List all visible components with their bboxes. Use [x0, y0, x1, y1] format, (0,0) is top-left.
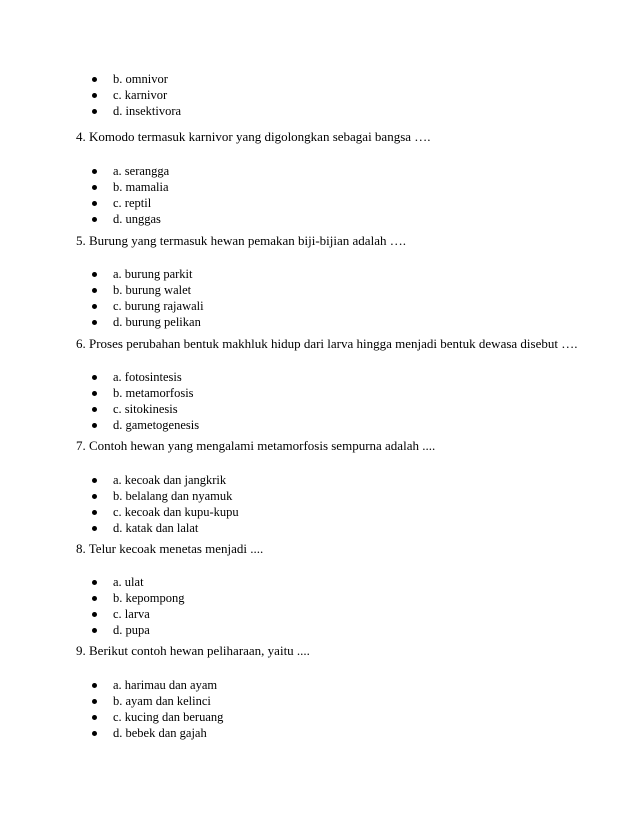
bullet-icon	[92, 288, 97, 293]
option-text: c. sitokinesis	[113, 402, 178, 416]
question-9: 9. Berikut contoh hewan peliharaan, yaitu ....	[76, 643, 310, 658]
option-text: d. gametogenesis	[113, 418, 200, 432]
option-text: d. katak dan lalat	[113, 521, 199, 535]
option-text: d. unggas	[113, 212, 161, 226]
option-item	[0, 195, 169, 211]
option-text: a. kecoak dan jangkrik	[113, 473, 227, 487]
bullet-icon	[92, 683, 97, 688]
option-item	[0, 401, 199, 417]
option-text: b. belalang dan nyamuk	[113, 489, 233, 503]
option-item	[0, 282, 204, 298]
option-text: a. ulat	[113, 575, 144, 589]
option-item	[0, 298, 204, 314]
bullet-icon	[92, 109, 97, 114]
option-item	[0, 504, 239, 520]
option-list-q9	[0, 677, 223, 741]
bullet-icon	[92, 596, 97, 601]
bullet-icon	[92, 715, 97, 720]
option-item	[0, 520, 239, 536]
bullet-icon	[92, 580, 97, 585]
option-text: a. harimau dan ayam	[113, 678, 218, 692]
option-text: a. burung parkit	[113, 267, 193, 281]
option-list-q3	[0, 71, 181, 119]
option-item	[0, 385, 199, 401]
bullet-icon	[92, 423, 97, 428]
option-text: c. karnivor	[113, 88, 168, 102]
bullet-icon	[92, 612, 97, 617]
option-item	[0, 606, 185, 622]
option-item	[0, 163, 169, 179]
option-list-q5	[0, 266, 204, 330]
option-item	[0, 574, 185, 590]
option-text: d. pupa	[113, 623, 150, 637]
question-5: 5. Burung yang termasuk hewan pemakan biji-bijian adalah ….	[76, 233, 406, 248]
bullet-icon	[92, 699, 97, 704]
option-list-q8	[0, 574, 185, 638]
option-text: d. bebek dan gajah	[113, 726, 207, 740]
option-item	[0, 709, 223, 725]
option-item	[0, 87, 181, 103]
option-item	[0, 369, 199, 385]
bullet-icon	[92, 391, 97, 396]
question-8: 8. Telur kecoak menetas menjadi ....	[76, 541, 264, 556]
option-item	[0, 266, 204, 282]
bullet-icon	[92, 628, 97, 633]
option-item	[0, 622, 185, 638]
bullet-icon	[92, 407, 97, 412]
option-text: d. insektivora	[113, 104, 182, 118]
bullet-icon	[92, 185, 97, 190]
question-7: 7. Contoh hewan yang mengalami metamorfosis sempurna adalah ....	[76, 438, 436, 453]
option-item	[0, 417, 199, 433]
bullet-icon	[92, 201, 97, 206]
bullet-icon	[92, 510, 97, 515]
option-text: b. kepompong	[113, 591, 185, 605]
bullet-icon	[92, 304, 97, 309]
option-text: b. ayam dan kelinci	[113, 694, 211, 708]
option-text: b. metamorfosis	[113, 386, 194, 400]
bullet-icon	[92, 731, 97, 736]
option-item	[0, 179, 169, 195]
option-item	[0, 488, 239, 504]
option-item	[0, 693, 223, 709]
option-text: c. reptil	[113, 196, 152, 210]
option-text: c. larva	[113, 607, 150, 621]
option-list-q4	[0, 163, 169, 227]
option-text: b. mamalia	[113, 180, 169, 194]
option-item	[0, 211, 169, 227]
option-item	[0, 103, 181, 119]
option-text: c. kucing dan beruang	[113, 710, 224, 724]
bullet-icon	[92, 526, 97, 531]
option-text: d. burung pelikan	[113, 315, 201, 329]
option-text: b. omnivor	[113, 72, 168, 86]
option-list-q6	[0, 369, 199, 433]
option-list-q7	[0, 472, 239, 536]
question-6: 6. Proses perubahan bentuk makhluk hidup dari larva hingga menjadi bentuk dewasa disebut ….	[76, 336, 578, 351]
option-item	[0, 677, 223, 693]
option-text: a. serangga	[113, 164, 170, 178]
option-text: b. burung walet	[113, 283, 192, 297]
bullet-icon	[92, 93, 97, 98]
bullet-icon	[92, 77, 97, 82]
option-item	[0, 725, 223, 741]
bullet-icon	[92, 478, 97, 483]
option-text: a. fotosintesis	[113, 370, 182, 384]
question-4: 4. Komodo termasuk karnivor yang digolongkan sebagai bangsa ….	[76, 129, 431, 144]
bullet-icon	[92, 375, 97, 380]
option-item	[0, 314, 204, 330]
bullet-icon	[92, 217, 97, 222]
option-item	[0, 71, 181, 87]
option-text: c. burung rajawali	[113, 299, 204, 313]
bullet-icon	[92, 320, 97, 325]
option-item	[0, 472, 239, 488]
bullet-icon	[92, 272, 97, 277]
option-text: c. kecoak dan kupu-kupu	[113, 505, 239, 519]
option-item	[0, 590, 185, 606]
bullet-icon	[92, 494, 97, 499]
bullet-icon	[92, 169, 97, 174]
